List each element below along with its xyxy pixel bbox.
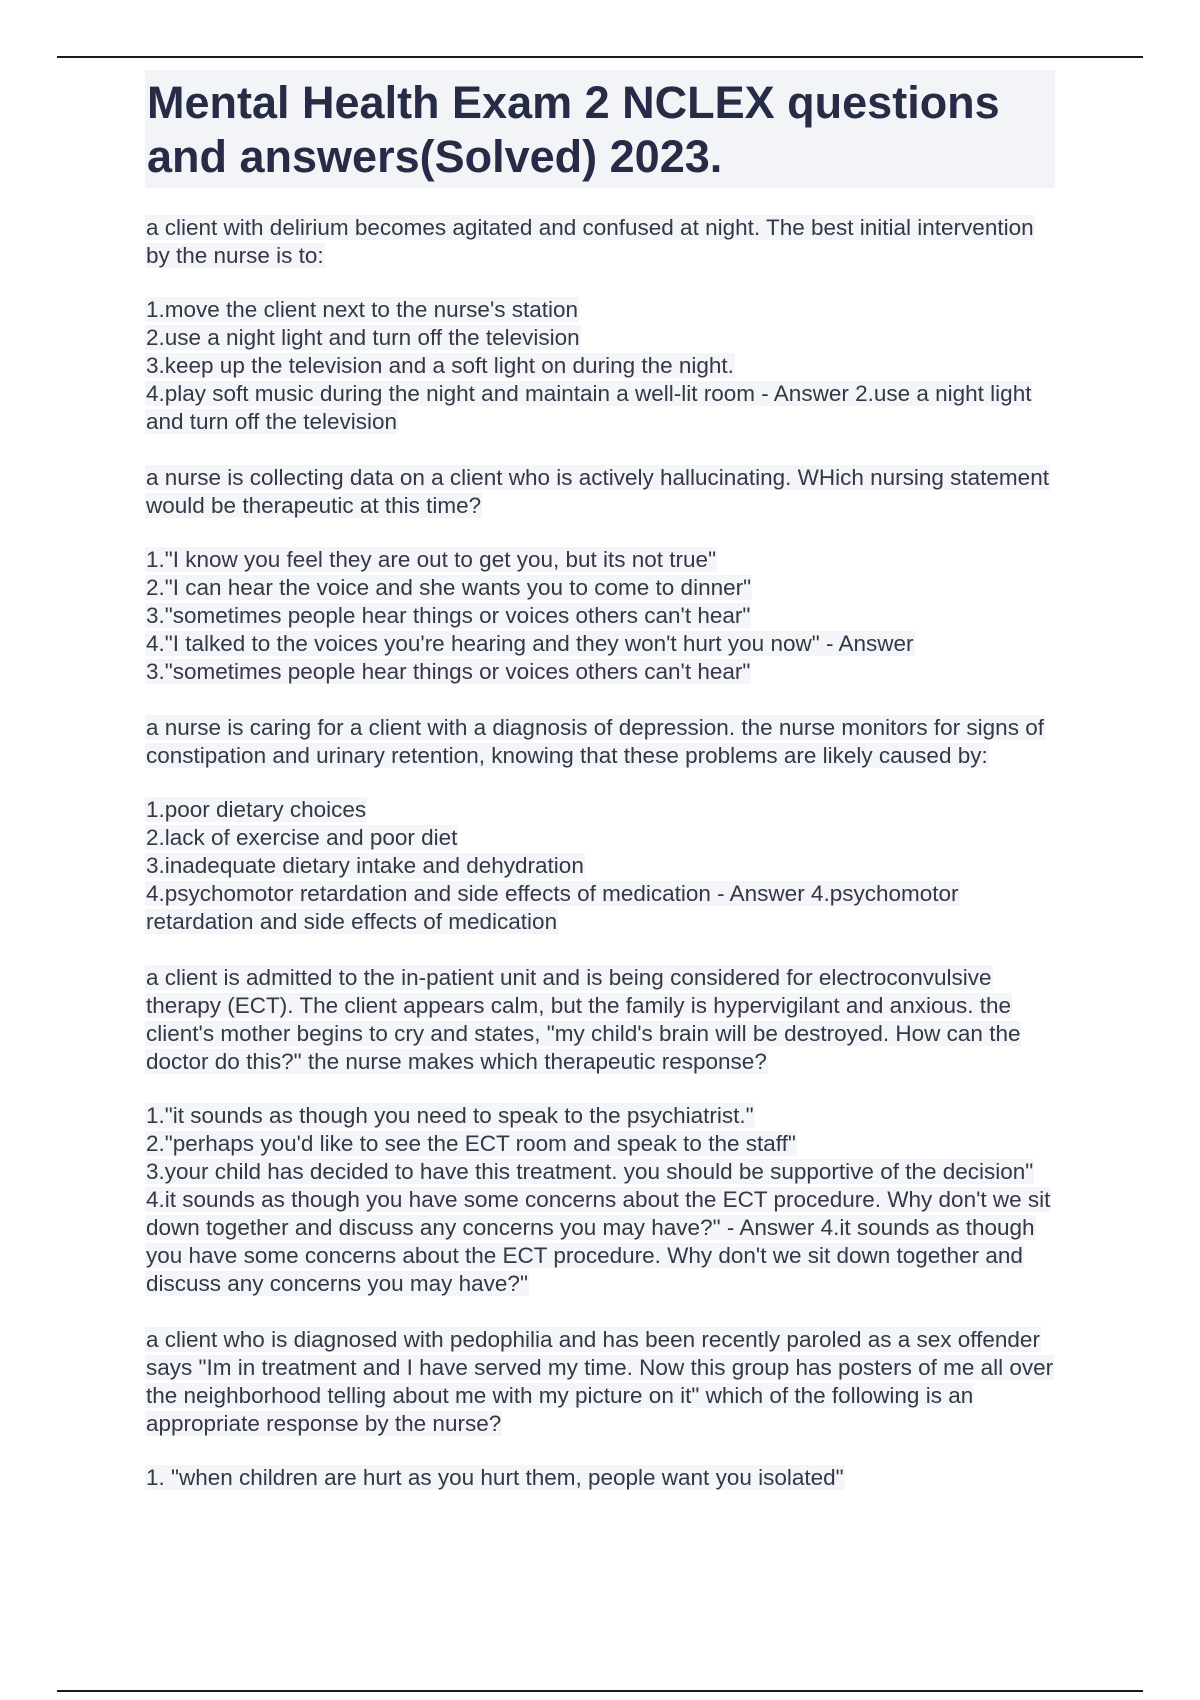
option-text: 1.poor dietary choices: [146, 797, 367, 822]
option-text: 4.play soft music during the night and maintain a well-lit room - Answer 2.use a night light and turn off the television: [146, 381, 1032, 434]
top-rule: [57, 56, 1143, 58]
question-block-4: [145, 964, 1055, 1298]
document-title: Mental Health Exam 2 NCLEX questions and answers(Solved) 2023.: [147, 77, 1000, 182]
question-text: [145, 214, 1055, 270]
question-text: [145, 464, 1055, 520]
option-3: [145, 1158, 1055, 1186]
question-text: [145, 1326, 1055, 1438]
option-text: 2."I can hear the voice and she wants you to come to dinner": [146, 575, 752, 600]
option-2: [145, 574, 1055, 602]
answer-options: [145, 546, 1055, 686]
question-block-3: [145, 714, 1055, 936]
option-3: [145, 602, 1055, 630]
document-body: [145, 70, 1055, 1520]
option-text: 1."I know you feel they are out to get you, but its not true": [146, 547, 717, 572]
option-text: 2.use a night light and turn off the television: [146, 325, 580, 350]
option-text: 4."I talked to the voices you're hearing and they won't hurt you now" - Answer 3."sometimes people hear things or voices others can't hear": [146, 631, 914, 684]
question-text-span: a client with delirium becomes agitated and confused at night. The best initial intervention by the nurse is to:: [146, 215, 1034, 268]
option-text: 4.it sounds as though you have some concerns about the ECT procedure. Why don't we sit down together and discuss any concerns you may have?" - Answer 4.it sounds as though you have some concerns about the ECT procedure. Why don't we sit down together and discuss any concerns you may have?": [146, 1187, 1051, 1296]
question-block-5: [145, 1326, 1055, 1492]
bottom-rule: [57, 1690, 1143, 1692]
option-4-with-answer: [145, 380, 1055, 436]
question-text: [145, 714, 1055, 770]
option-2: [145, 324, 1055, 352]
answer-options: [145, 296, 1055, 436]
option-1: [145, 1102, 1055, 1130]
question-text-span: a client is admitted to the in-patient unit and is being considered for electroconvulsive therapy (ECT). The client appears calm, but the family is hypervigilant and anxious. the client's mother begins to cry and states, "my child's brain will be destroyed. How can the doctor do this?" the nurse makes which therapeutic response?: [146, 965, 1021, 1074]
option-2: [145, 1130, 1055, 1158]
option-text: 3.inadequate dietary intake and dehydration: [146, 853, 584, 878]
option-text: 1.move the client next to the nurse's station: [146, 297, 579, 322]
question-text-span: a nurse is collecting data on a client who is actively hallucinating. WHich nursing statement would be therapeutic at this time?: [146, 465, 1049, 518]
option-text: 3.your child has decided to have this treatment. you should be supportive of the decision": [146, 1159, 1034, 1184]
option-4-with-answer: [145, 630, 1055, 686]
option-4-with-answer: [145, 1186, 1055, 1298]
answer-options: [145, 796, 1055, 936]
option-1: [145, 796, 1055, 824]
question-block-1: [145, 214, 1055, 436]
question-block-2: [145, 464, 1055, 686]
option-1: [145, 546, 1055, 574]
question-text-span: a client who is diagnosed with pedophilia and has been recently paroled as a sex offender says "Im in treatment and I have served my time. Now this group has posters of me all over the neighborhood telling about me with my picture on it" which of the following is an appropriate response by the nurse?: [146, 1327, 1054, 1436]
option-text: 1."it sounds as though you need to speak to the psychiatrist.": [146, 1103, 754, 1128]
option-text: 3."sometimes people hear things or voices others can't hear": [146, 603, 751, 628]
option-3: [145, 852, 1055, 880]
option-text: 2.lack of exercise and poor diet: [146, 825, 458, 850]
option-3: [145, 352, 1055, 380]
option-text: 4.psychomotor retardation and side effects of medication - Answer 4.psychomotor retardation and side effects of medication: [146, 881, 959, 934]
option-4-with-answer: [145, 880, 1055, 936]
question-text: [145, 964, 1055, 1076]
answer-options: [145, 1102, 1055, 1298]
option-text: 1. "when children are hurt as you hurt them, people want you isolated": [146, 1465, 844, 1490]
option-1: [145, 1464, 1055, 1492]
option-text: 2."perhaps you'd like to see the ECT room and speak to the staff": [146, 1131, 796, 1156]
answer-options: [145, 1464, 1055, 1492]
option-text: 3.keep up the television and a soft light on during the night.: [146, 353, 734, 378]
option-1: [145, 296, 1055, 324]
question-text-span: a nurse is caring for a client with a diagnosis of depression. the nurse monitors for signs of constipation and urinary retention, knowing that these problems are likely caused by:: [146, 715, 1044, 768]
option-2: [145, 824, 1055, 852]
title-block: [145, 70, 1055, 188]
